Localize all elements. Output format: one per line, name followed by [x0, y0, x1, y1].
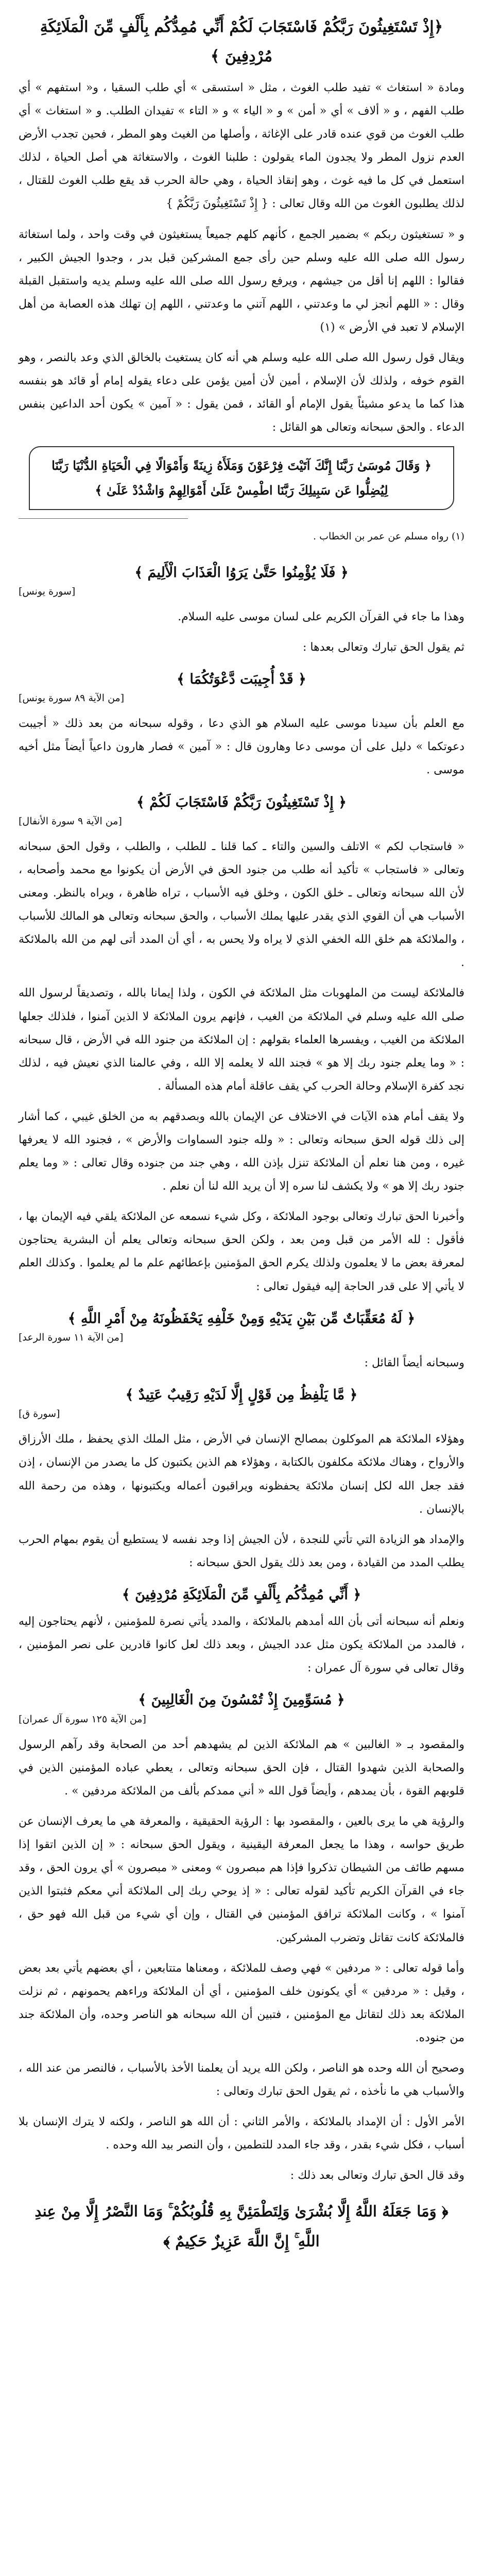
closing-verse: ﴿ وَمَا جَعَلَهُ اللَّهُ إِلَّا بُشْرَىٰ وَلِتَطْمَئِنَّ بِهِ قُلُوبُكُمْ ۚ وَمَا النَّصْرُ إِلَّا مِنْ عِندِ اللَّهِ ۚ إِنَّ اللَّهَ عَزِيزٌ حَكِيمٌ ﴾	[34, 2202, 449, 2250]
verse-6-reference: [سورة ق]	[19, 1408, 60, 1420]
paragraph-3: ويقال قول رسول الله صلى الله عليه وسلم هي أنه كان يستغيث بالخالق الذي وعد بالنصر ، وهو القوم خوفه ، ولذلك لأن الإسلام ، أمين لأن أمين يؤمن على دعاء يقوله إمام أو قائد هو بنفسه هذا كما ما يدعو مشيئاً يقول الإمام أو القائد ، فمن يقول : « آمين » يكون أحد الداعين بنفس الدعاء . والحق سبحانه وتعالى هو القائل :	[19, 351, 464, 434]
verse-4: ﴿ إِذْ تَسْتَغِيثُونَ رَبَّكُمْ فَاسْتَجَابَ لَكُمْ ﴾	[136, 794, 347, 810]
paragraph-6: مع العلم بأن سيدنا موسى عليه السلام هو الذي دعا ، وقوله سبحانه من بعد ذلك « أجيبت دعوتكما » دليل على أن موسى دعا وهارون قال : « آمين » فصار هارون داعياً أيضاً مثل أخيه موسى .	[19, 717, 464, 777]
header-verse: ﴿إِذْ تَسْتَغِيثُونَ رَبَّكُمْ فَاسْتَجَابَ لَكُمْ أَنِّي مُمِدُّكُم بِأَلْفٍ مِّنَ الْمَلَائِكَةِ مُرْدِفِينَ ﴾	[40, 18, 443, 65]
verse-3-reference: [من الآية ٨٩ سورة يونس]	[19, 692, 125, 704]
paragraph-13: والإمداد هو الزيادة التي تأتي للنجدة ، لأن الجيش إذا وجد نفسه لا يستطيع أن يقوم بمهام الحرب يطلب المدد من القيادة ، ومن بعد ذلك يقول الحق سبحانه :	[19, 1533, 464, 1569]
paragraph-12: وهؤلاء الملائكة هم الموكلون بمصالح الإنسان في الأرض ، مثل الملك الذي يحفظ ، ملك الأرزاق والأرواح ، وهناك ملائكة مكلفون بالكتابة ، وهؤلاء هم الذين يكتبون كل ما يصدر من الإنسان ، إذن فقد جعل الله لكل إنسان ملائكة يحفظونه ويراقبون أعماله ويكتبونها ، وهذه من رحمة الله بالإنسان .	[19, 1433, 464, 1516]
paragraph-15: والمقصود بـ « الغالبين » هم الملائكة الذين لم يشهدهم أحد من الصحابة وقد رآهم الرسول والصحابة الذين شهدوا القتال ، فإن الحق سبحانه وتعالى ، يعطي عباده المؤمنين الذين في قلوبهم القوة ، بأن يمدهم ، وأيضاً قول الله « أني ممدكم بألف من الملائكة مردفين » .	[19, 1738, 464, 1798]
paragraph-7: « فاستجاب لكم » الاتلف والسين والتاء ـ كما قلنا ـ للطلب ، والطلب ، وقول الحق سبحانه وتعالى « فاستجاب » تأكيد أنه طلب من جنود الحق في الأرض أن يكونوا مع محمد وأصحابه ، لأن الله سبحانه وتعالى ـ خلق الكون ، وخلق فيه الأسباب ، تراه ظاهرة ، ويراه بالنظر. ومعنى الأسباب هي أن القوي الذي يقدر عليها يملك الأسباب ، والحق سبحانه وتعالى هو المالك للأسباب ، والملائكة هم خلق الله الخفي الذي لا يراه ولا يحس به ، أي أن المدد أتى لهم من الله بالملائكة .	[19, 840, 464, 970]
paragraph-11: وسبحانه أيضاً القائل :	[364, 1356, 464, 1369]
paragraph-18: وصحيح أن الله وحده هو الناصر ، ولكن الله يريد أن يعلمنا الأخذ بالأسباب ، فالنصر من عند الله ، والأسباب هي ما نأخذه ، ثم يقول الحق تبارك وتعالى :	[19, 2061, 464, 2098]
verse-3: ﴿ قَدْ أُجِيبَت دَّعْوَتُكُمَا ﴾	[177, 671, 306, 687]
verse-5: ﴿ لَهُ مُعَقِّبَاتٌ مِّن بَيْنِ يَدَيْهِ وَمِنْ خَلْفِهِ يَحْفَظُونَهُ مِنْ أَمْرِ اللَّهِ ﴾	[67, 1310, 416, 1327]
intro-paragraph: ومادة « استغاث » تفيد طلب الغوث ، مثل « استسقى » أي طلب السقيا ، و« استفهم » أي طلب الفهم ، و « ألاف » أي « أمن » و « الياء » و « التاء » تفيدان الطلب. و « استغاث » أي طلب الغوث من قوي عنده قادر على الإغاثة ، وأصلها من الغيث وهو المطر ، فحين تجدب الأرض العدم نزول المطر ولا يجدون الماء يقولون : طلبنا الغوث ، والاستغاثة هي أصل الحياة ، لذلك استعمل في كل ما فيه غوث ، وهو إنقاذ الحياة ، وهي حالة الحرب قد يقع طلب الغوث للقتال ، لذلك يطلبون الغوث من الله وقال تعالى : { إِذْ تَسْتَغِيثُونَ رَبَّكُمْ }	[19, 81, 464, 211]
verse-7: ﴿ أَنِّي مُمِدُّكُم بِأَلْفٍ مِّنَ الْمَلَائِكَةِ مُرْدِفِينَ ﴾	[122, 1586, 361, 1603]
footnote: (١) رواه مسلم عن عمر بن الخطاب .	[313, 531, 464, 543]
footnote-separator	[19, 518, 188, 519]
paragraph-19: الأمر الأول : أن الإمداد بالملائكة ، والأمر الثاني : أن الله هو الناصر ، ولكنه لا يترك الإنسان بلا أسباب ، فكل شيء بقدر ، وقد جاء المدد للتطمين ، وأن النصر بيد الله وحده .	[19, 2115, 464, 2152]
verse-8: ﴿ مُسَوِّمِينَ إِذْ تُمْسُونَ مِنَ الْغَالِبِينَ ﴾	[138, 1692, 345, 1708]
paragraph-4: وهذا ما جاء في القرآن الكريم على لسان موسى عليه السلام.	[178, 610, 464, 623]
verse-5-reference: [من الآية ١١ سورة الرعد]	[19, 1331, 124, 1343]
paragraph-9: ولا يقف أمام هذه الآيات في الاختلاف عن الإيمان بالله وبصدقهم به من الخلق غيبي ، كما أشار إلى ذلك قوله الحق سبحانه وتعالى : « ولله جنود السماوات والأرض » ، فجنود الله لا يعرفها غيره ، ومن هنا نعلم أن الملائكة تنزل بإذن الله ، وهي جند من جنوده وقال تعالى : « وما يعلم جنود ربك إلا هو » ولا يكشف لنا سره إلا أن يريد الله لنا أن نعلم .	[19, 1110, 464, 1193]
quoted-verse-box: ﴿ وَقَالَ مُوسَىٰ رَبَّنَا إِنَّكَ آتَيْتَ فِرْعَوْنَ وَمَلَأَهُ زِينَةً وَأَمْوَالًا فِي الْحَيَاةِ الدُّنْيَا رَبَّنَا لِيُضِلُّوا عَن سَبِيلِكَ رَبَّنَا اطْمِسْ عَلَىٰ أَمْوَالِهِمْ وَاشْدُدْ عَلَىٰ ﴾	[29, 446, 454, 510]
paragraph-16: والرؤية هي ما يرى بالعين ، والمقصود بها : الرؤية الحقيقية ، والمعرفة هي ما يعرف الإنسان عن طريق حواسه ، وهذا ما يجعل المعرفة اليقينية ، ويقول الحق سبحانه : « إن الذين اتقوا إذا مسهم طائف من الشيطان تذكروا فإذا هم مبصرون » ومعنى « مبصرون » أي يرون الحق ، وقد جاء في القرآن الكريم تأكيد لقوله تعالى : « إذ يوحي ربك إلى الملائكة أني معكم فثبتوا الذين آمنوا » ، وكانت الملائكة ترافق المؤمنين في القتال ، وإن أي شيء من قبل الله فهو حق ، فالملائكة كانت تقاتل وتضرب المشركين.	[19, 1815, 465, 1944]
verse-4-reference: [من الآية ٩ سورة الأنفال]	[19, 815, 122, 827]
paragraph-10: وأخبرنا الحق تبارك وتعالى بوجود الملائكة ، وكل شيء نسمعه عن الملائكة يلقي فيه الإيمان بها ، فأقول : لله الأمر من قبل ومن بعد ، ولكن الحق سبحانه وتعالى يعلم أن البشرية يحتاجون لمعرفة بعض ما لا يعلمون ولذلك يكرم الحق المؤمنين بإعطائهم علم ما لم يعلموا . وكذلك العلم لا يأتي إلا على قدر الحاجة إليه فيقول تعالى :	[19, 1210, 464, 1293]
paragraph-2: و « تستغيثون ربكم » بضمير الجمع ، كأنهم كلهم جميعاً يستغيثون في وقت واحد ، ولما استغاثة رسول الله صلى الله عليه وسلم حين رأى جمع المشركين قبل بدر ، وجدوا الجيش الكبير ، فقالوا : اللهم إنا أقل من جيشهم ، ويرفع رسول الله صلى الله عليه وسلم يديه واستقبل القبلة وقال : « اللهم أنجز لي ما وعدتني ، اللهم آتني ما وعدتني ، اللهم إن تهلك هذه العصابة من أهل الإسلام لا تعبد في الأرض » (١)	[19, 228, 464, 334]
verse-2: ﴿ فَلَا يُؤْمِنُوا حَتَّىٰ يَرَوُا الْعَذَابَ الْأَلِيمَ ﴾	[134, 564, 349, 581]
paragraph-8: فالملائكة ليست من الملهوبات مثل الملائكة في الكون ، ولذا إيمانا بالله ، وتصديقاً لرسول الله صلى الله عليه وسلم في الملائكة من الغيب ، فإنهم يرون الملائكة لا الذين آمنوا ، فلذلك جعلها الملائكة من الغيب ، ويفسرها العلماء بقولهم : إن الملائكة من جنود الله في الأرض ، قال سبحانه : « وما يعلم جنود ربك إلا هو » فجند الله لا يعلمه إلا الله ، وفي عالمنا الذي نعيش فيه ، لذلك نجد كفرة الإسلام وحالة الحرب كي يقف عاقلة أمام هذه المسألة .	[19, 987, 464, 1093]
paragraph-14: ونعلم أنه سبحانه أتى بأن الله أمدهم بالملائكة ، والمدد يأتي نصرة للمؤمنين ، لأنهم يحتاجون إليه ، فالمدد من الملائكة يكون مثل عدد الجيش ، وبعد ذلك لعل كانوا قادرين على نصر المؤمنين ، وقال تعالى في سورة آل عمران :	[19, 1615, 464, 1675]
verse-6: ﴿ مَّا يَلْفِظُ مِن قَوْلٍ إِلَّا لَدَيْهِ رَقِيبٌ عَتِيدٌ ﴾	[125, 1387, 358, 1403]
paragraph-17: وأما قوله تعالى : « مردفين » فهي وصف للملائكة ، ومعناها متتابعين ، أي بعضهم يأتي بعد بعض ، وقيل : « مردفين » أي يكونون خلف المؤمنين ، أي أن الملائكة وراءهم يحمونهم ، ثم نزلت الملائكة بعد ذلك لتقاتل مع المؤمنين ، فتبين أن الله سبحانه هو الناصر وحده، وأن الملائكة جند من جنوده.	[19, 1961, 464, 2044]
verse-2-reference: [سورة يونس]	[19, 585, 76, 597]
paragraph-20: وقد قال الحق تبارك وتعالى بعد ذلك :	[290, 2169, 464, 2182]
paragraph-5: ثم يقول الحق تبارك وتعالى بعدها :	[302, 640, 464, 654]
verse-8-reference: [من الآية ١٢٥ سورة آل عمران]	[19, 1713, 146, 1725]
